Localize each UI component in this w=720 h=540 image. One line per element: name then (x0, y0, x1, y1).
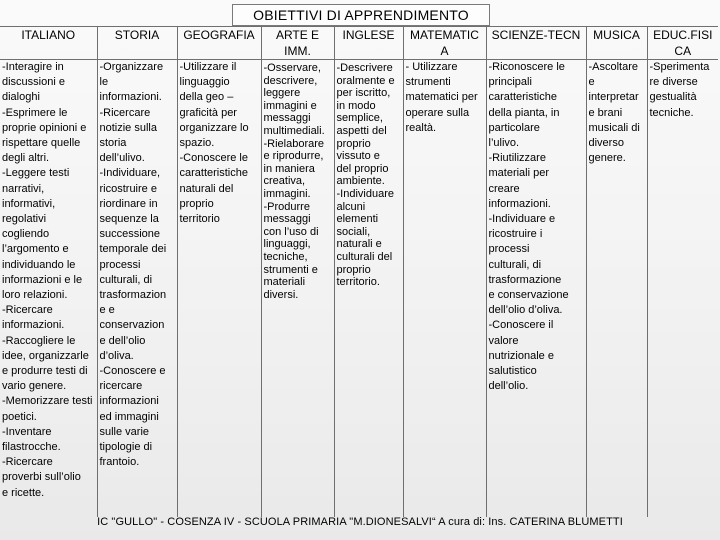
header-italiano: ITALIANO (0, 27, 97, 60)
header-scienze: SCIENZE-TECN (486, 27, 586, 60)
header-row (0, 27, 718, 60)
slide-title: OBIETTIVI DI APPRENDIMENTO (232, 4, 490, 26)
header-inglese: INGLESE (334, 27, 403, 60)
footer-credits: IC "GULLO" - COSENZA IV - SCUOLA PRIMARIA "M.DIONESALVI“ A cura di: Ins. CATERINA BLUMETTI (97, 516, 623, 528)
objectives-table (0, 26, 718, 517)
content-geografia: -Utilizzare il linguaggio della geo – graficità per organizzare lo spazio. -Conoscere le caratteristiche naturali del proprio territorio (177, 60, 261, 518)
content-row (0, 60, 718, 518)
content-scienze: -Riconoscere le principali caratteristiche della pianta, in particolare l’ulivo. -Riutilizzare materiali per creare informazioni. -Individuare e ricostruire i processi culturali, di trasformazione e conservazione dell’olio d’oliva. -Conoscere il valore nutrizionale e salutistico dell’olio. (486, 60, 586, 518)
header-musica: MUSICA (586, 27, 647, 60)
header-storia: STORIA (97, 27, 177, 60)
header-geografia: GEOGRAFIA (177, 27, 261, 60)
content-italiano: -Interagire in discussioni e dialoghi -Esprimere le proprie opinioni e rispettare quelle degli altri. -Leggere testi narrativi, informativi, regolativi cogliendo l’argomento e individuando le informazioni e le loro relazioni. -Ricercare informazioni. -Raccogliere le idee, organizzarle e produrre testi di vario genere. -Memorizzare testi poetici. -Inventare filastrocche. -Ricercare proverbi sull’olio e ricette. (2, 61, 93, 499)
content-musica: -Ascoltare e interpretar e brani musicali di diverso genere. (586, 60, 647, 518)
content-educ-fisica: -Sperimenta re diverse gestualità tecniche. (647, 60, 718, 518)
content-storia: -Organizzare le informazioni. -Ricercare notizie sulla storia dell’ulivo. -Individuare, ricostruire e riordinare in sequenze la successione temporale dei processi culturali, di trasformazion e e conservazion e dell’olio d’oliva. -Conoscere e ricercare informazioni ed immagini sulle varie tipologie di frantoio. (97, 60, 177, 518)
content-matematica: - Utilizzare strumenti matematici per operare sulla realtà. (403, 60, 486, 518)
content-arte: -Osservare, descrivere, leggere immagini e messaggi multimediali. -Rielaborare e riprodurre, in maniera creativa, immagini. -Produrre messaggi con l’uso di linguaggi, tecniche, strumenti e materiali diversi. (261, 60, 334, 518)
header-arte: ARTE E IMM. (261, 27, 334, 60)
content-inglese: -Descrivere oralmente e per iscritto, in modo semplice, aspetti del proprio vissuto e del proprio ambiente. -Individuare alcuni elementi sociali, naturali e culturali del proprio territorio. (334, 60, 403, 518)
header-educ-fisica: EDUC.FISI CA (647, 27, 718, 60)
header-matematica: MATEMATIC A (403, 27, 486, 60)
